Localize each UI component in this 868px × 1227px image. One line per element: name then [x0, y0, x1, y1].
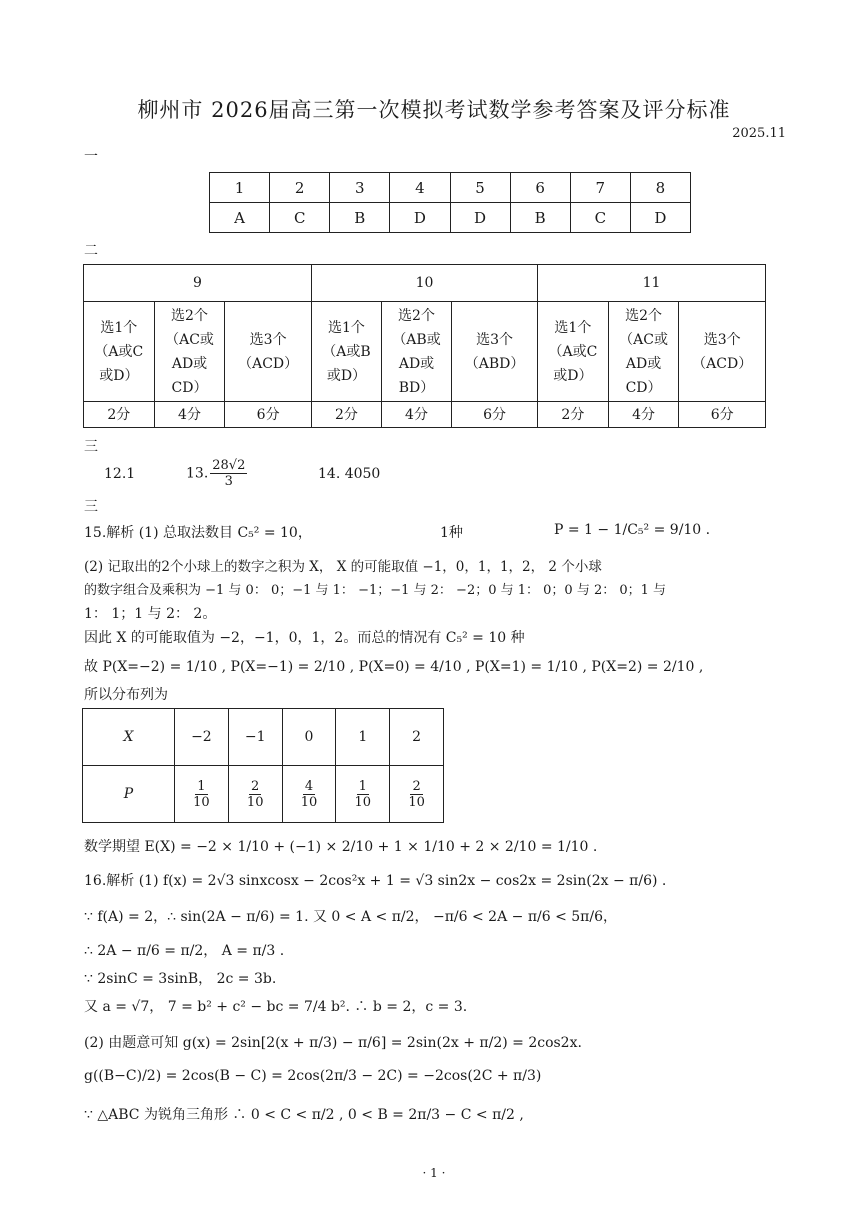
section-label-2: 二	[84, 243, 98, 259]
q16-line-6: (2) 由题意可知 g(x) = 2sin[2(x + π/3) − π/6] = 2sin(2x + π/2) = 2cos2x.	[84, 1035, 582, 1051]
fraction	[406, 779, 427, 810]
table-cell: D	[630, 203, 690, 233]
answer-table-2	[83, 264, 766, 428]
table-cell: 2	[390, 709, 444, 766]
table-cell: 2分	[538, 402, 609, 428]
table-row	[83, 766, 444, 823]
answer-14: 14. 4050	[318, 466, 381, 482]
table-cell: C	[270, 203, 330, 233]
table-row	[84, 302, 766, 402]
answer-12: 12.1	[104, 466, 136, 482]
table-cell: B	[510, 203, 570, 233]
table-cell: −2	[175, 709, 229, 766]
table-cell: 2	[270, 173, 330, 203]
q16-line-5: 又 a = √7， 7 = b² + c² − bc = 7/4 b². ∴ b = 2，c = 3.	[84, 999, 468, 1015]
table-row	[84, 265, 766, 302]
table-cell: C	[570, 203, 630, 233]
fraction-denominator: 10	[300, 794, 318, 810]
table-cell: 0	[282, 709, 336, 766]
q15-line-4: 1： 1；1 与 2： 2。	[84, 606, 217, 622]
table-cell: 选1个 （A或B 或D）	[311, 302, 381, 402]
table-cell: 2分	[311, 402, 381, 428]
answer-13-prefix: 13.	[186, 465, 209, 482]
fraction-denominator: 10	[246, 794, 264, 810]
q16-line-7: g((B−C)/2) = 2cos(B − C) = 2cos(2π/3 − 2C) = −2cos(2C + π/3)	[84, 1068, 542, 1084]
table-cell: D	[390, 203, 450, 233]
table-cell: −1	[228, 709, 282, 766]
fraction-numerator: 1	[358, 778, 367, 794]
page-number: · 1 ·	[422, 1166, 446, 1180]
table-cell: 选2个 （AB或 AD或 BD）	[381, 302, 451, 402]
table-cell: 4	[390, 173, 450, 203]
table-cell: 选1个 （A或C 或D）	[84, 302, 155, 402]
table-cell: B	[330, 203, 390, 233]
fraction-numerator: 2	[412, 778, 421, 794]
table-cell: 选3个 （ABD）	[452, 302, 538, 402]
table-cell	[282, 766, 336, 823]
table-cell: A	[210, 203, 270, 233]
fraction-denominator: 3	[224, 474, 233, 489]
q16-line-4: ∵ 2sinC = 3sinB， 2c = 3b.	[84, 971, 277, 987]
table-cell: 1	[336, 709, 390, 766]
table-cell: 选2个 （AC或 AD或 CD）	[154, 302, 225, 402]
table-cell: 4分	[608, 402, 679, 428]
distribution-table	[82, 708, 444, 823]
table-cell: 8	[630, 173, 690, 203]
table-cell: 选3个 （ACD）	[225, 302, 312, 402]
table-cell	[175, 766, 229, 823]
fraction-denominator: 10	[408, 794, 425, 810]
q15-line-1-mid: 1种	[440, 525, 463, 541]
table-cell: 5	[450, 173, 510, 203]
table-cell: 4分	[381, 402, 451, 428]
fraction	[299, 779, 320, 810]
table-cell: 6分	[452, 402, 538, 428]
table-cell: 选1个 （A或C 或D）	[538, 302, 609, 402]
q16-line-3: ∴ 2A − π/6 = π/2， A = π/3 .	[84, 943, 285, 959]
fraction	[245, 779, 266, 810]
fraction	[191, 779, 212, 810]
q15-line-5: 因此 X 的可能取值为 −2，−1，0，1，2。而总的情况有 C₅² = 10 种	[84, 630, 525, 646]
table-cell: 6	[510, 173, 570, 203]
answer-13-fraction	[210, 458, 247, 489]
section-label-3: 三	[84, 439, 98, 455]
table-cell: 4分	[154, 402, 225, 428]
answer-table-1	[209, 172, 691, 233]
section-label-1: 一	[84, 149, 98, 165]
fraction-numerator: 1	[197, 778, 206, 794]
date: 2025.11	[732, 126, 786, 141]
table-cell	[390, 766, 444, 823]
table-cell: 3	[330, 173, 390, 203]
table-row	[84, 402, 766, 428]
table-cell: 11	[538, 265, 766, 302]
table-row	[210, 173, 691, 203]
table-cell: 6分	[679, 402, 766, 428]
table-cell: 1	[210, 173, 270, 203]
fraction	[353, 779, 374, 810]
q15-line-1-prob: P = 1 − 1/C₅² = 9/10 .	[554, 522, 711, 538]
fraction-numerator: 2	[251, 778, 260, 794]
table-cell: D	[450, 203, 510, 233]
table-cell: 2分	[84, 402, 155, 428]
table-row	[83, 709, 444, 766]
table-cell	[228, 766, 282, 823]
table-cell: 选2个 （AC或 AD或 CD）	[608, 302, 679, 402]
q15-line-3: 的数字组合及乘积为 −1 与 0： 0；−1 与 1： −1；−1 与 2： −2；0 与 1： 0；0 与 2： 0；1 与	[84, 583, 667, 598]
q16-line-2: ∵ f(A) = 2，∴ sin(2A − π/6) = 1. 又 0 < A < π/2， −π/6 < 2A − π/6 < 5π/6，	[84, 909, 618, 925]
table-cell: 选3个 （ACD）	[679, 302, 766, 402]
fraction-numerator: 4	[304, 778, 314, 794]
table-cell	[336, 766, 390, 823]
table-cell: 7	[570, 173, 630, 203]
table-cell: P	[83, 766, 175, 823]
fraction-denominator: 10	[193, 794, 210, 810]
table-cell: 10	[311, 265, 537, 302]
fraction-denominator: 10	[354, 794, 372, 810]
fraction-numerator: 28√2	[212, 458, 246, 473]
q15-line-2: (2) 记取出的2个小球上的数字之积为 X， X 的可能取值 −1，0，1，1，2， 2 个小球	[84, 559, 602, 575]
answer-13	[186, 458, 249, 489]
q15-expectation: 数学期望 E(X) = −2 × 1/10 + (−1) × 2/10 + 1 × 1/10 + 2 × 2/10 = 1/10 .	[84, 839, 598, 855]
q16-line-8: ∵ △ABC 为锐角三角形 ∴ 0 < C < π/2 , 0 < B = 2π/3 − C < π/2 ,	[84, 1107, 524, 1123]
page-title: 柳州市 2026届高三第一次模拟考试数学参考答案及评分标准	[137, 98, 731, 122]
table-row	[210, 203, 691, 233]
section-label-4: 三	[84, 499, 98, 515]
q16-line-1: 16.解析 (1) f(x) = 2√3 sinxcosx − 2cos²x + 1 = √3 sin2x − cos2x = 2sin(2x − π/6) .	[84, 873, 667, 889]
q15-line-1: 15.解析 (1) 总取法数目 C₅² = 10，	[84, 525, 312, 541]
q15-line-6: 故 P(X=−2) = 1/10 , P(X=−1) = 2/10 , P(X=0) = 4/10 , P(X=1) = 1/10 , P(X=2) = 2/10 ,	[84, 659, 704, 675]
table-cell: 6分	[225, 402, 312, 428]
table-cell: X	[83, 709, 175, 766]
table-cell: 9	[84, 265, 312, 302]
q15-line-7: 所以分布列为	[84, 687, 168, 703]
